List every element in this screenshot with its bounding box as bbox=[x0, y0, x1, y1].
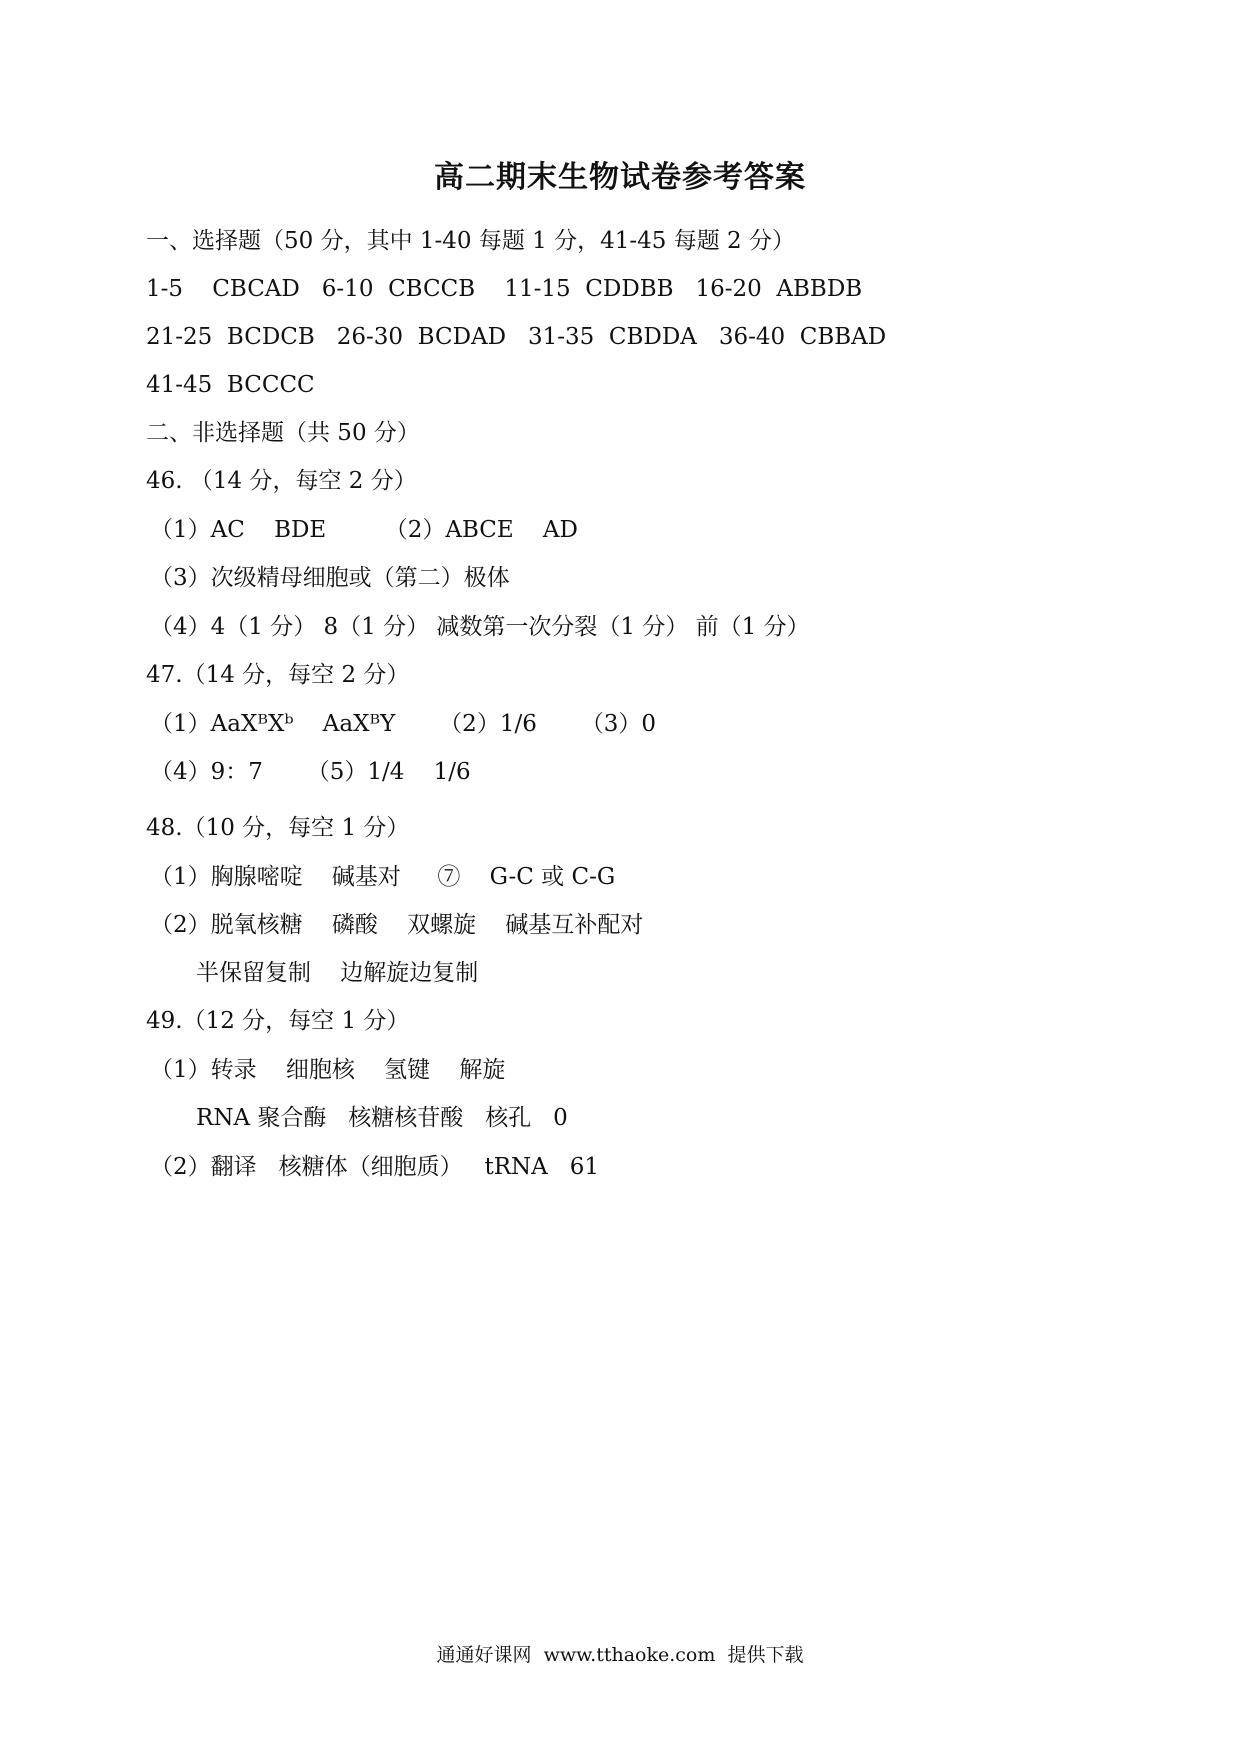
question-49-part-2: （2）翻译 核糖体（细胞质） tRNA 61 bbox=[150, 1154, 599, 1180]
question-48-part-2-cont: 半保留复制 边解旋边复制 bbox=[196, 960, 479, 986]
question-48-heading: 48.（10 分，每空 1 分） bbox=[146, 815, 410, 841]
answer-row-1-20: 1-5 CBCAD 6-10 CBCCB 11-15 CDDBB 16-20 ABBDB bbox=[146, 276, 863, 302]
answer-row-41-45: 41-45 BCCCC bbox=[146, 372, 315, 398]
footer-source: 通通好课网 www.tthaoke.com 提供下载 bbox=[436, 1644, 804, 1666]
question-47-part-1-3: （1）AaXᴮXᵇ AaXᴮY （2）1/6 （3）0 bbox=[150, 711, 656, 737]
section-2-heading: 二、非选择题（共 50 分） bbox=[146, 420, 420, 446]
question-47-heading: 47.（14 分，每空 2 分） bbox=[146, 662, 410, 688]
page-title: 高二期末生物试卷参考答案 bbox=[434, 160, 806, 195]
question-49-part-1-cont: RNA 聚合酶 核糖核苷酸 核孔 0 bbox=[196, 1105, 568, 1131]
answer-row-21-40: 21-25 BCDCB 26-30 BCDAD 31-35 CBDDA 36-40 CBBAD bbox=[146, 324, 887, 350]
question-49-part-1: （1）转录 细胞核 氢键 解旋 bbox=[150, 1057, 506, 1083]
question-46-part-4: （4）4（1 分） 8（1 分） 减数第一次分裂（1 分） 前（1 分） bbox=[150, 614, 810, 640]
question-49-heading: 49.（12 分，每空 1 分） bbox=[146, 1008, 410, 1034]
question-48-part-2: （2）脱氧核糖 磷酸 双螺旋 碱基互补配对 bbox=[150, 912, 644, 938]
question-48-part-1: （1）胸腺嘧啶 碱基对 ⑦ G-C 或 C-G bbox=[150, 864, 616, 890]
question-47-part-4-5: （4）9：7 （5）1/4 1/6 bbox=[150, 759, 471, 785]
question-46-part-1-2: （1）AC BDE （2）ABCE AD bbox=[150, 517, 578, 543]
section-1-heading: 一、选择题（50 分，其中 1-40 每题 1 分，41-45 每题 2 分） bbox=[146, 228, 795, 254]
question-46-heading: 46. （14 分，每空 2 分） bbox=[146, 468, 417, 494]
question-46-part-3: （3）次级精母细胞或（第二）极体 bbox=[150, 565, 510, 591]
